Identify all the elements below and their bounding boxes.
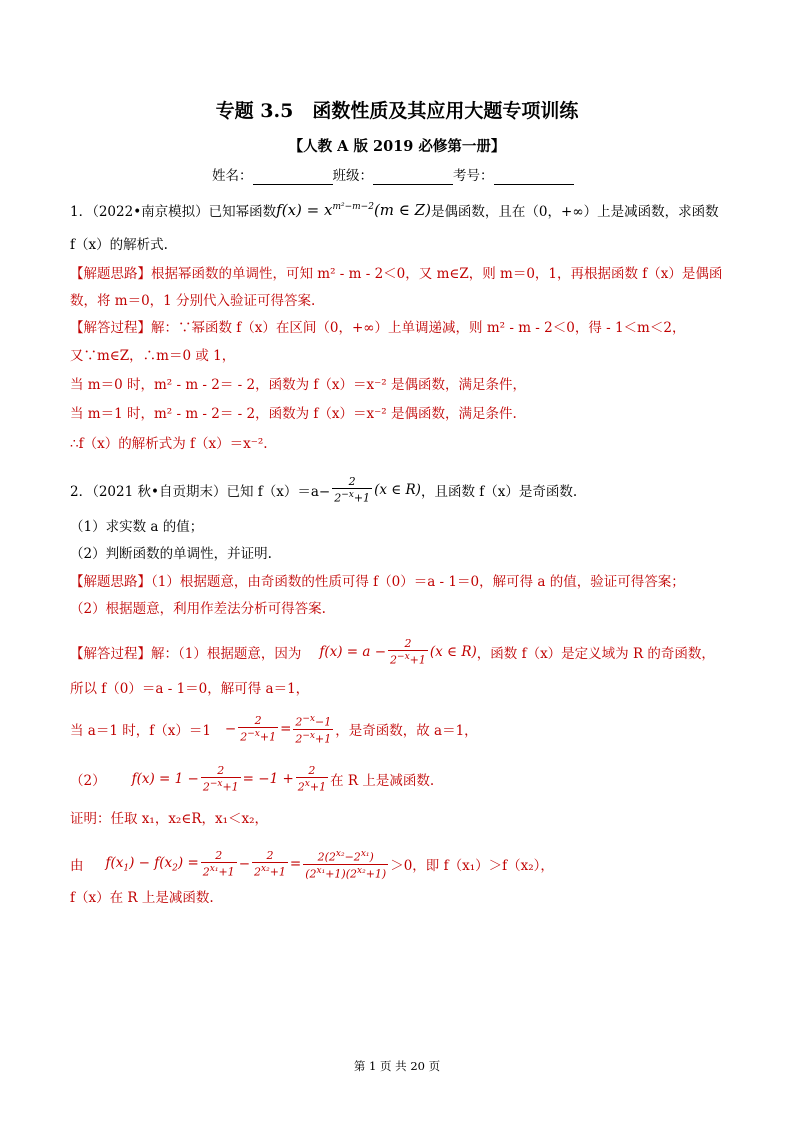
q2-proc-line3 (70, 713, 478, 745)
q2-proc-line4 (70, 765, 434, 794)
q1-proc-label: 【解答过程】 (70, 320, 151, 336)
id-label: 考号： (453, 168, 494, 184)
class-label: 班级： (332, 168, 373, 184)
q2-proc-formula6: $f(x_1) - f(x_2)$ = (105, 854, 199, 874)
q1-stem-c: f（x）的解析式. (70, 237, 168, 253)
q1-stem-b: 是偶函数，且在（0，+∞）上是减函数，求函数 (430, 204, 719, 220)
q2-proc-fraction1: $\frac{2}{2^{-x}+1}$ (390, 637, 426, 667)
name-label: 姓名： (212, 168, 253, 184)
q1-idea-line1 (70, 265, 722, 283)
q2-proc-eq6: = (289, 856, 302, 873)
q2-idea-label: 【解题思路】 (70, 574, 151, 590)
page-number: 第 1 页 共 20 页 (353, 1059, 441, 1073)
q2-part2: （2）判断函数的单调性，并证明. (70, 546, 272, 562)
q2-proc-line1 (70, 638, 715, 667)
student-info-row (212, 167, 574, 185)
q1-proc-line5: ∴f（x）的解析式为 f（x）＝x⁻². (70, 436, 268, 452)
q2-proc-1a: 解：（1）根据题意，因为 (151, 646, 302, 663)
q2-proc-eq4: = −1 + (242, 771, 294, 788)
name-blank[interactable] (253, 170, 333, 185)
q2-proc-formula1: f(x) = a − (319, 644, 387, 661)
q1-proc-line3: 当 m＝0 时，m² - m - 2＝ - 2，函数为 f（x）＝x⁻² 是偶函数，满足条件， (70, 377, 526, 393)
q2-domain: (x ∈ R) (374, 482, 421, 499)
q2-proc-1b: ，函数 f（x）是定义域为 R 的奇函数， (476, 646, 715, 663)
q2-part1: （1）求实数 a 的值； (70, 519, 204, 535)
q2-fraction: $\frac{2}{2^{-x}+1}$ (334, 475, 371, 505)
id-blank[interactable] (494, 170, 574, 185)
q2-proc-line6 (70, 848, 554, 880)
q2-stem-line1 (70, 476, 577, 505)
q2-proc-4a: （2） (70, 773, 106, 790)
q2-idea-line1 (70, 573, 685, 591)
q1-idea-label: 【解题思路】 (70, 266, 151, 282)
q2-proc-3a: 当 a＝1 时，f（x）＝1 (70, 723, 211, 740)
q2-proc-line7: f（x）在 R 上是减函数. (70, 890, 214, 906)
q2-proc-domain: (x ∈ R) (429, 644, 477, 661)
q2-proc-3b: ，是奇函数，故 a＝1， (335, 723, 478, 740)
page-subtitle: 【人教 A 版 2019 必修第一册】 (288, 138, 506, 155)
q2-proc-fraction5: $\frac{2}{2^x+1}$ (297, 764, 327, 794)
q2-proc-label: 【解答过程】 (70, 646, 151, 663)
q1-proc-line1 (70, 319, 685, 337)
q2-proc-4b: 在 R 上是减函数. (330, 773, 435, 790)
q2-proc-line5: 证明：任取 x₁，x₂∈R，x₁＜x₂， (70, 811, 269, 827)
q1-proc-line4: 当 m＝1 时，m² - m - 2＝ - 2，函数为 f（x）＝x⁻² 是偶函数，满足条件. (70, 406, 517, 422)
q2-proc-fraction7: $\frac{2}{2^{x_2}+1}$ (254, 848, 286, 879)
q2-proc-formula4: f(x) = 1 − (131, 771, 199, 788)
q2-proc-fraction8: $\frac{2(2^{x_2}-2^{x_1})}{(2^{x_1}+1)(2^{x_2}+1)}$ (305, 849, 387, 881)
q1-formula: $f(x) = x^{m^2-m-2}(m$ ∈ Z) (276, 201, 431, 219)
q2-proc-line2: 所以 f（0）＝a - 1＝0，解可得 a＝1， (70, 681, 310, 697)
page-title: 专题 3.5 函数性质及其应用大题专项训练 (215, 100, 579, 122)
q2-idea-line2: （2）根据题意，利用作差法分析可得答案. (70, 601, 326, 617)
q2-idea-1: （1）根据题意，由奇函数的性质可得 f（0）＝a - 1＝0，解可得 a 的值，验证可得答案； (151, 574, 685, 590)
q2-proc-eq: = (280, 721, 292, 738)
q2-proc-fraction2: $\frac{2}{2^{-x}+1}$ (240, 713, 277, 744)
q2-proc-6b: ＞0，即 f（x₁）＞f（x₂）， (390, 858, 554, 875)
q2-proc-minus6: − (238, 856, 250, 873)
q2-proc-fraction3: $\frac{2^{-x}-1}{2^{-x}+1}$ (295, 714, 332, 746)
q1-idea-line2: 数，将 m＝0，1 分别代入验证可得答案. (70, 293, 316, 309)
q1-stem-line1 (70, 200, 719, 220)
class-blank[interactable] (373, 170, 453, 185)
q1-stem-a: 1．（2022•南京模拟）已知幂函数 (70, 204, 277, 220)
q2-proc-minus: − (224, 721, 237, 738)
q1-idea-1: 根据幂函数的单调性，可知 m² - m - 2＜0，又 m∈Z，则 m＝0，1，再根据函数 f（x）是偶函 (151, 266, 723, 282)
q2-stem-b: ，且函数 f（x）是奇函数. (420, 484, 578, 501)
q2-proc-6a: 由 (70, 858, 84, 875)
q2-stem-a: 2．（2021 秋•自贡期末）已知 f（x）＝a− (70, 484, 331, 501)
q2-proc-fraction6: $\frac{2}{2^{x_1}+1}$ (202, 848, 235, 879)
q1-proc-line2: 又∵m∈Z，∴m＝0 或 1， (70, 348, 236, 364)
q1-proc-1: 解：∵幂函数 f（x）在区间（0，+∞）上单调递减，则 m² - m - 2＜0，得 - 1＜m＜2， (151, 320, 686, 336)
q2-proc-fraction4: $\frac{2}{2^{-x}+1}$ (202, 764, 239, 794)
